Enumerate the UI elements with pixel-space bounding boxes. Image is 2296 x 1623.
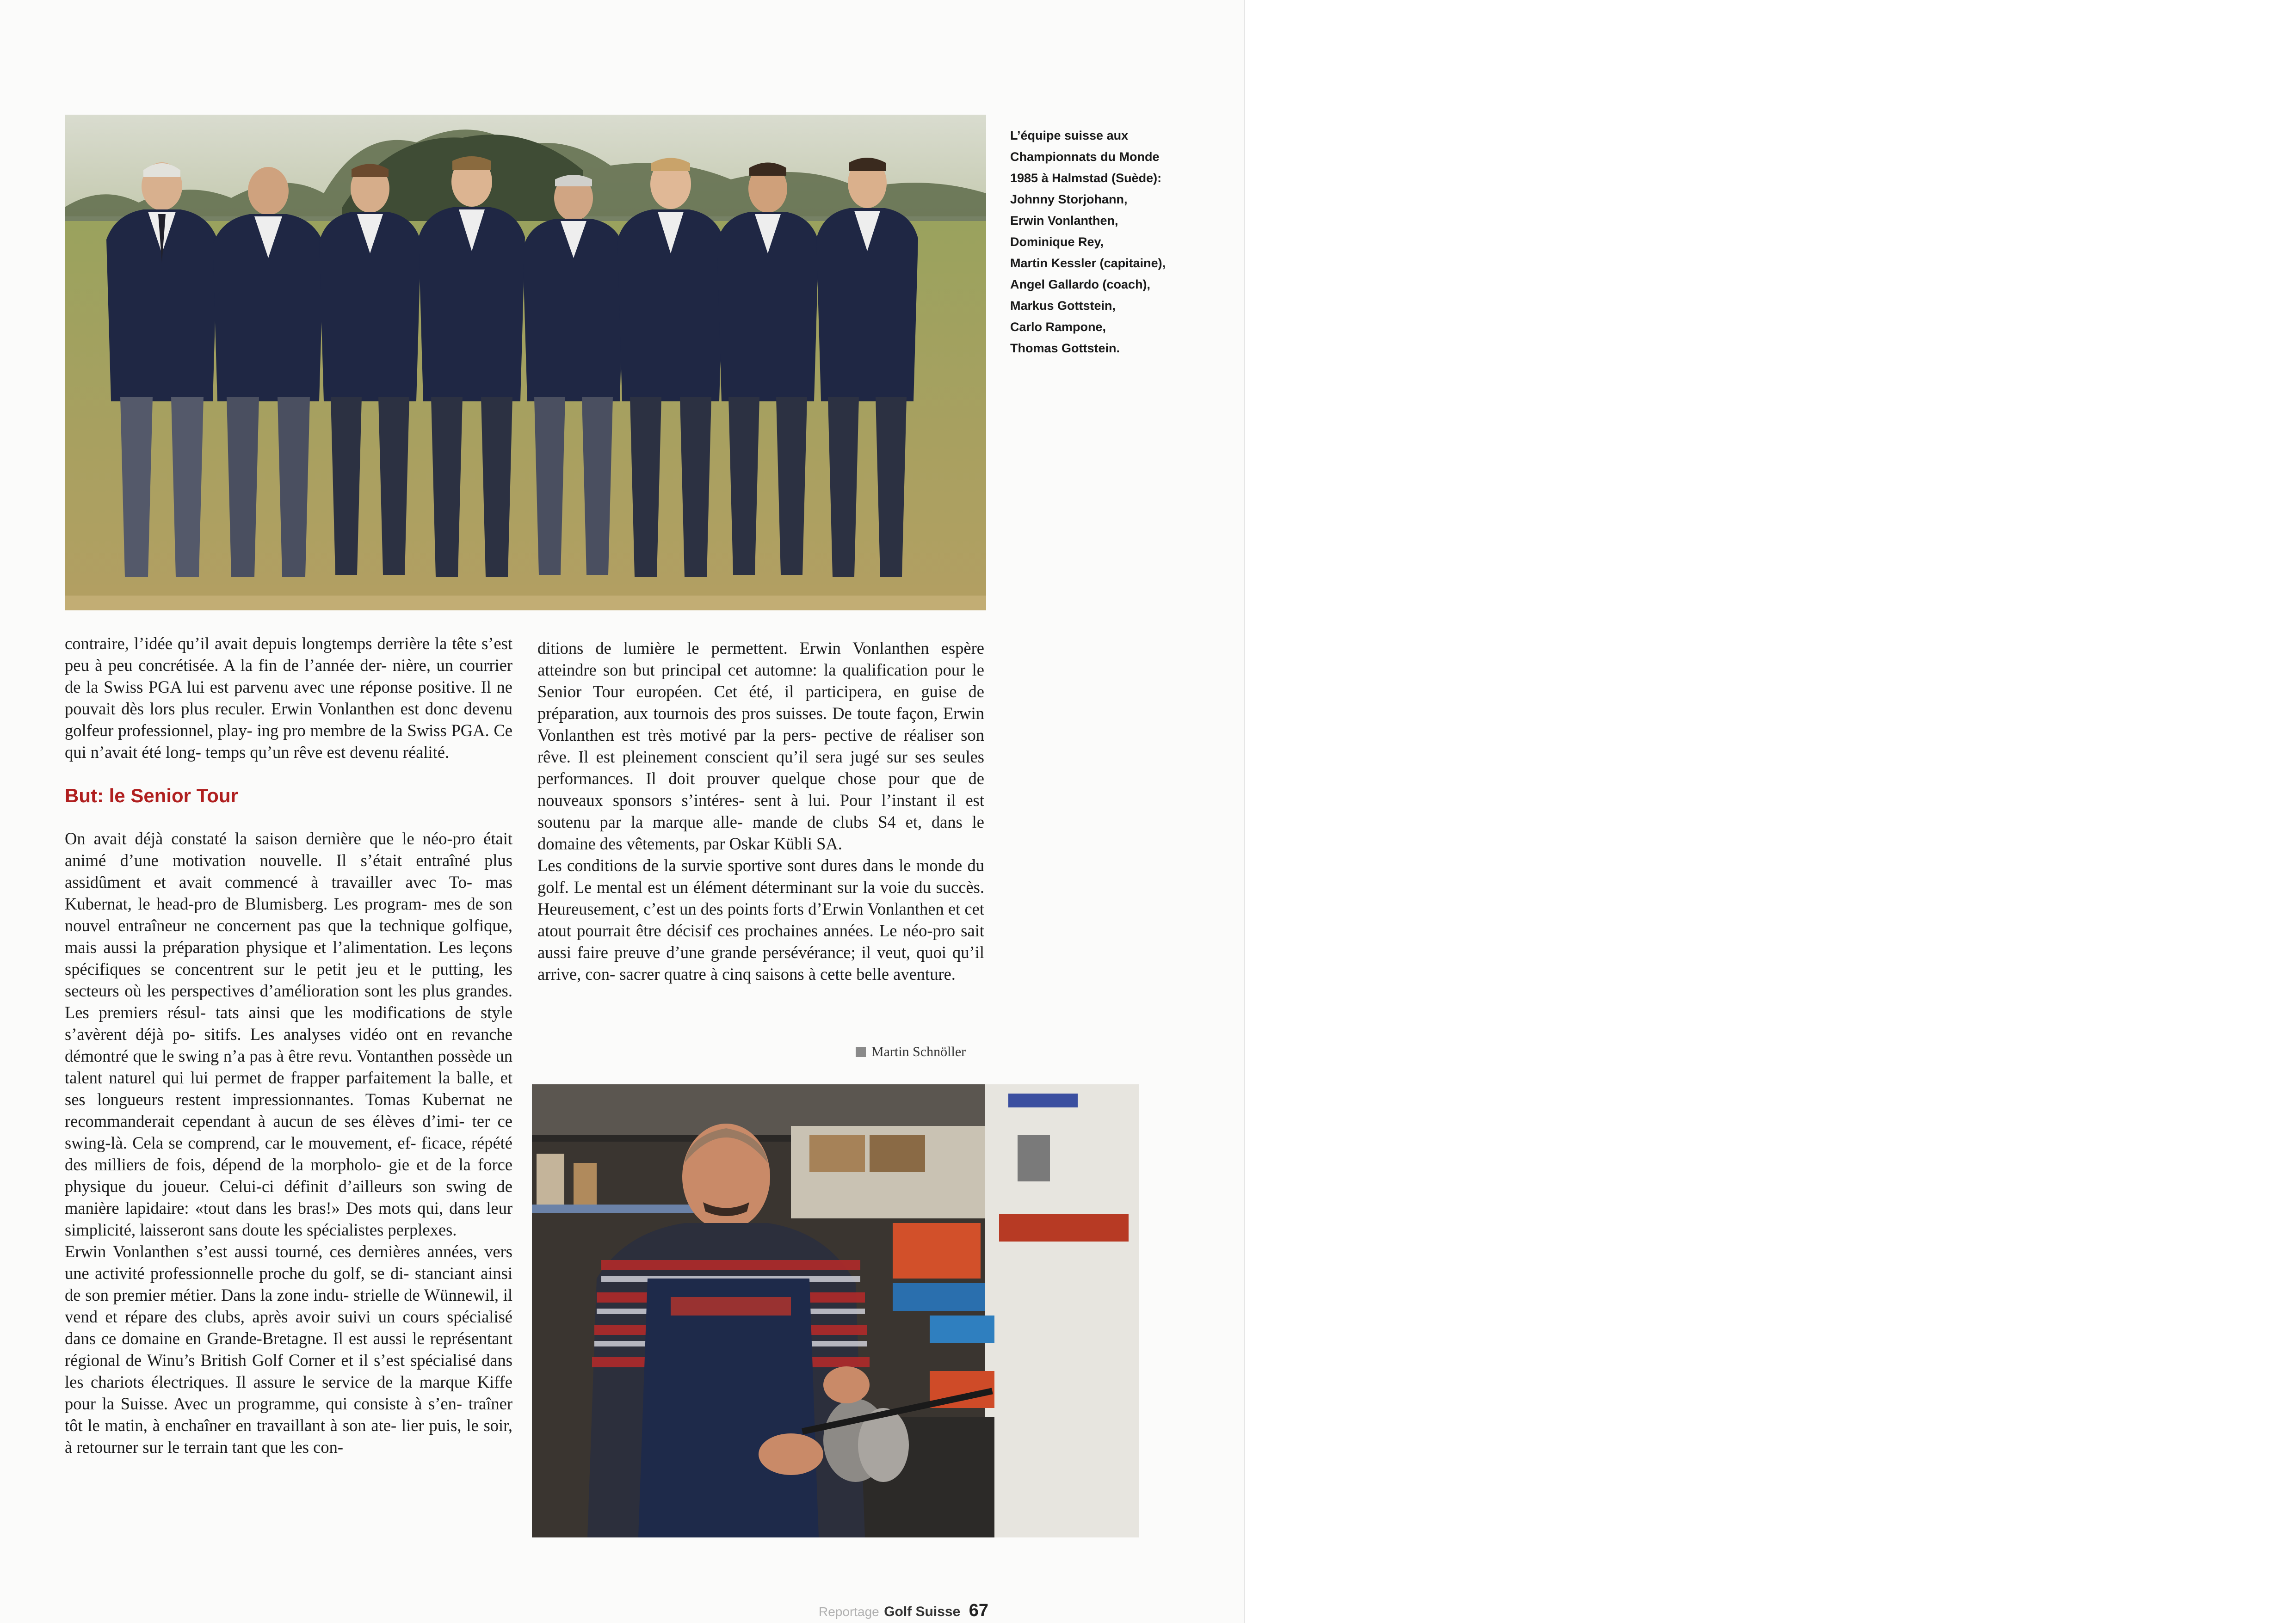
caption-line: L’équipe suisse aux: [1010, 129, 1129, 142]
footer-section: Reportage: [819, 1605, 879, 1619]
caption-line: Carlo Rampone,: [1010, 320, 1106, 334]
caption-line: Championnats du Monde: [1010, 150, 1160, 164]
author-credit: [856, 1044, 966, 1060]
article-paragraph: ditions de lumière le permettent. Erwin Vonlanthen espère atteindre son but principal cet automne: la qualification pour le Senior Tour européen. Cet été, il participera, en guise de préparation, aux tournois des pros suisses. De toute façon, Erwin Vonlanthen est très motivé par la pers- pective de réaliser son rêve. Il est pleinement conscient qu’il sera jugé sur ses seules performances. Il doit prouver quelque chose pour que de nouveaux sponsors s’intéres- sent à lui. Pour l’instant il est soutenu par la marque alle- mande de clubs S4 et, dans le domaine des vêtements, par Oskar Kübli SA.: [537, 639, 984, 853]
article-paragraph: Les conditions de la survie sportive sont dures dans le monde du golf. Le mental est un élément déterminant sur la voie du succès. Heureusement, c’est un des points forts d’Erwin Vonlanthen et cet atout pourrait être décisif ces prochaines années. Le néo-pro sait aussi faire preuve d’une grande persévérance; il veut, quoi qu’il arrive, con- sacrer quatre à cinq saisons à cette belle aventure.: [537, 856, 984, 984]
footer-magazine: Golf Suisse: [884, 1604, 961, 1619]
caption-line: Martin Kessler (capitaine),: [1010, 256, 1166, 270]
article-paragraph: contraire, l’idée qu’il avait depuis longtemps derrière la tête s’est peu à peu concrétisée. A la fin de l’année der- nière, un courrier de la Swiss PGA lui est parvenu avec une réponse positive. Il ne pouvait dès lors plus reculer. Erwin Vonlanthen est donc devenu golfeur professionnel, play- ing pro membre de la Swiss PGA. Ce qui n’avait été long- temps qu’un rêve est devenu réalité.: [65, 634, 512, 762]
article-column-1: [65, 633, 512, 1458]
section-subhead: But: le Senior Tour: [65, 785, 238, 806]
workshop-photo: [532, 1084, 1139, 1537]
caption-line: Markus Gottstein,: [1010, 299, 1116, 313]
caption-line: Dominique Rey,: [1010, 235, 1104, 249]
article-paragraph: Erwin Vonlanthen s’est aussi tourné, ces dernières années, vers une activité professionnelle proche du golf, se di- stanciant ainsi de son premier métier. Dans la zone indu- strielle de Wünnewil, il vend et répare des clubs, après avoir suivi un cours spécialisé dans ce domaine en Grande-Bretagne. Il est aussi le représentant régional de Winu’s British Golf Corner et il s’est spécialisé dans les chariots électriques. Il assure le service de la marque Kiffe pour la Suisse. Avec un programme, qui consiste à s’en- traîner tôt le matin, à enchaîner en travaillant à son ate- lier puis, le soir, à retourner sur le terrain tant que les con-: [65, 1242, 512, 1457]
team-photo: [65, 115, 986, 610]
author-name: Martin Schnöller: [871, 1044, 966, 1059]
article-paragraph: On avait déjà constaté la saison dernière que le néo-pro était animé d’une motivation nouvelle. Il s’était entraîné plus assidûment et avait commencé à travailler avec To- mas Kubernat, le head-pro de Blumisberg. Les program- mes de son nouvel entraîneur ne concernent pas que la technique golfique, mais aussi la préparation physique et l’alimentation. Les leçons spécifiques se concentrent sur le petit jeu et le putting, les secteurs où les perspectives d’amélioration sont les plus grandes. Les premiers résul- tats ainsi que les modifications de style s’avèrent déjà po- sitifs. Les analyses vidéo ont en revanche démontré que le swing n’a pas à être revu. Vontanthen possède un talent naturel qui lui permet de frapper parfaitement la balle, et ses longueurs restent impressionnantes. Tomas Kubernat ne recommanderait cependant à aucun de ses élèves d’imi- ter ce swing-là. Cela se comprend, car le mouvement, ef- ficace, répété des milliers de fois, dépend de la morpholo- gie et de la force physique du joueur. Celui-ci définit d’ailleurs son swing de manière lapidaire: «tout dans les bras!» Des mots qui, dans leur simplicité, laisseront sans doute les spécialistes perplexes.: [65, 829, 512, 1239]
photo-caption: [1010, 125, 1186, 359]
square-bullet-icon: [856, 1047, 866, 1057]
caption-line: Johnny Storjohann,: [1010, 192, 1128, 206]
caption-line: Angel Gallardo (coach),: [1010, 277, 1151, 291]
page-footer: [819, 1601, 988, 1621]
caption-line: Erwin Vonlanthen,: [1010, 214, 1118, 227]
caption-line: Thomas Gottstein.: [1010, 341, 1120, 355]
caption-line: 1985 à Halmstad (Suède):: [1010, 171, 1162, 185]
article-column-2: [537, 637, 984, 985]
page-number: 67: [969, 1601, 988, 1620]
